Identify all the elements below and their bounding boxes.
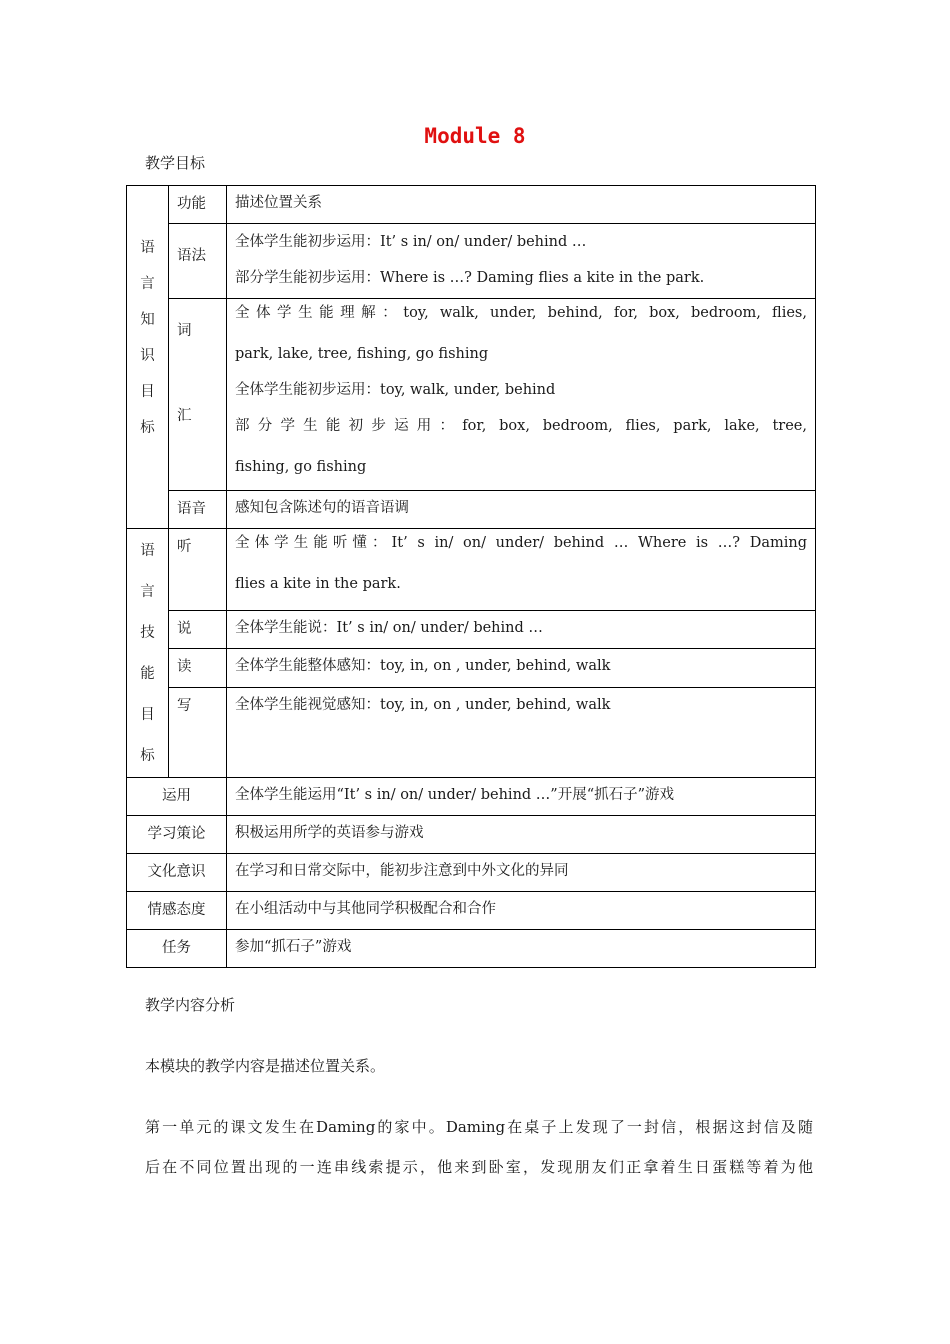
lang-skills-char: 能 bbox=[140, 666, 155, 682]
row-text-attitude: 在小组活动中与其他同学积极配合和合作 bbox=[227, 892, 816, 930]
vocab-label-top: 词 bbox=[177, 323, 192, 339]
analysis-label: 教学内容分析 bbox=[145, 996, 236, 1014]
paragraph bbox=[145, 1156, 813, 1177]
lang-knowledge-char: 目 bbox=[140, 384, 155, 400]
lang-skills-char: 语 bbox=[140, 543, 155, 559]
vocab-line: park, lake, tree, fishing, go fishing bbox=[235, 346, 489, 362]
listen-line: 全体学生能听懂：It’ s in/ on/ under/ behind … Where is …? Daming bbox=[235, 535, 807, 551]
vocab-line: fishing, go fishing bbox=[235, 459, 367, 475]
vocab-line: 全体学生能初步运用：toy, walk, under, behind bbox=[235, 382, 556, 398]
lang-knowledge-label bbox=[127, 186, 169, 529]
speak-text: 全体学生能说：It’ s in/ on/ under/ behind … bbox=[227, 610, 816, 649]
read-label: 读 bbox=[169, 649, 227, 688]
write-label: 写 bbox=[169, 688, 227, 778]
row-text-usage: 全体学生能运用“It’ s in/ on/ under/ behind …”开展“抓石子”游戏 bbox=[227, 778, 816, 816]
grammar-label: 语法 bbox=[169, 224, 227, 299]
grammar-line: 全体学生能初步运用：It’ s in/ on/ under/ behind … bbox=[235, 234, 587, 250]
phonetics-text: 感知包含陈述句的语音语调 bbox=[227, 491, 816, 529]
row-label-task: 任务 bbox=[127, 930, 227, 968]
row-text-task: 参加“抓石子”游戏 bbox=[227, 930, 816, 968]
row-text-strategy: 积极运用所学的英语参与游戏 bbox=[227, 816, 816, 854]
paragraph-line: 第一单元的课文发生在Daming的家中。Daming在桌子上发现了一封信，根据这封信及随 bbox=[145, 1118, 813, 1136]
lang-knowledge-char: 语 bbox=[140, 240, 155, 256]
listen-line: flies a kite in the park. bbox=[235, 576, 401, 592]
write-text: 全体学生能视觉感知：toy, in, on , under, behind, walk bbox=[227, 688, 816, 778]
row-text-culture: 在学习和日常交际中，能初步注意到中外文化的异同 bbox=[227, 854, 816, 892]
goals-table bbox=[126, 185, 816, 968]
lang-skills-char: 目 bbox=[140, 707, 155, 723]
speak-label: 说 bbox=[169, 610, 227, 649]
vocab-line: 部分学生能初步运用：for, box, bedroom, flies, park, lake, tree, bbox=[235, 418, 807, 434]
page-title: Module 8 bbox=[424, 124, 526, 148]
row-label-culture: 文化意识 bbox=[127, 854, 227, 892]
vocab-label-bottom: 汇 bbox=[177, 408, 192, 424]
lang-skills-char: 言 bbox=[140, 584, 155, 600]
lang-skills-char: 标 bbox=[140, 748, 155, 764]
function-text: 描述位置关系 bbox=[227, 186, 816, 224]
row-label-attitude: 情感态度 bbox=[127, 892, 227, 930]
paragraph: 本模块的教学内容是描述位置关系。 bbox=[145, 1057, 386, 1075]
lang-knowledge-char: 言 bbox=[140, 276, 155, 292]
lang-knowledge-char: 标 bbox=[140, 420, 155, 436]
goals-label: 教学目标 bbox=[145, 154, 206, 172]
row-label-usage: 运用 bbox=[127, 778, 227, 816]
grammar-line: 部分学生能初步运用：Where is …? Daming flies a kite in the park. bbox=[235, 270, 705, 286]
lang-skills-char: 技 bbox=[140, 625, 155, 641]
lang-skills-label bbox=[127, 529, 169, 778]
function-label: 功能 bbox=[169, 186, 227, 224]
listen-label: 听 bbox=[169, 529, 227, 611]
vocab-line: 全体学生能理解：toy, walk, under, behind, for, box, bedroom, flies, bbox=[235, 305, 807, 321]
lang-knowledge-char: 知 bbox=[140, 312, 155, 328]
paragraph-line: 后在不同位置出现的一连串线索提示，他来到卧室，发现朋友们正拿着生日蛋糕等着为他 bbox=[145, 1158, 813, 1176]
paragraph bbox=[145, 1116, 813, 1137]
phonetics-label: 语音 bbox=[169, 491, 227, 529]
read-text: 全体学生能整体感知：toy, in, on , under, behind, walk bbox=[227, 649, 816, 688]
row-label-strategy: 学习策论 bbox=[127, 816, 227, 854]
lang-knowledge-char: 识 bbox=[140, 348, 155, 364]
